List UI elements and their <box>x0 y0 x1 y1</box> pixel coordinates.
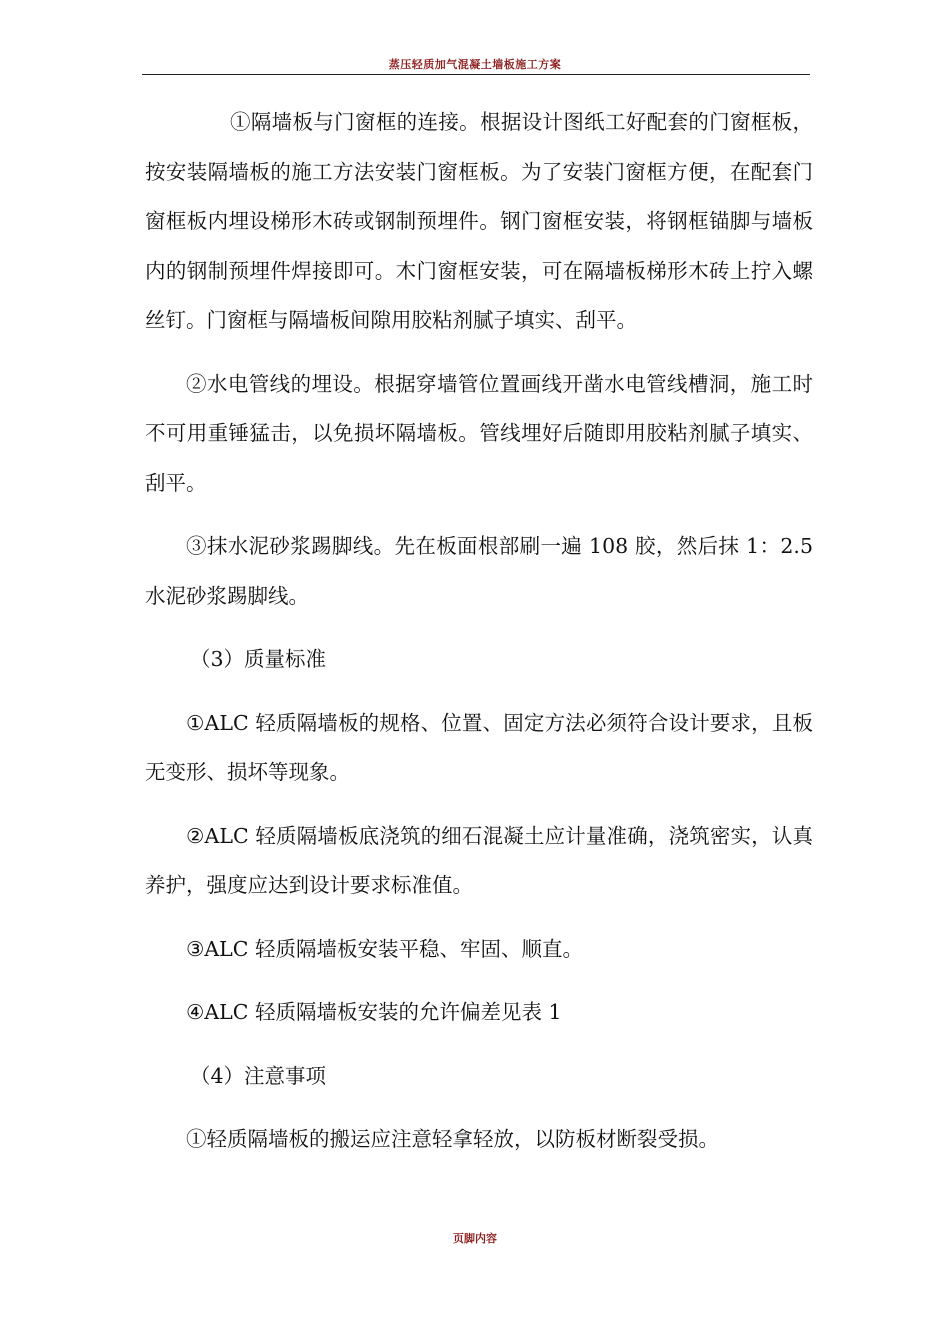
section-heading-quality-standard: （3）质量标准 <box>190 647 327 671</box>
page-header: 蒸压轻质加气混凝土墙板施工方案 <box>388 58 562 71</box>
paragraph-quality-item-3: ③ALC 轻质隔墙板安装平稳、牢固、顺直。 <box>186 936 583 961</box>
section-heading-precautions: （4）注意事项 <box>190 1063 327 1088</box>
paragraph-quality-item-1: ①ALC 轻质隔墙板的规格、位置、固定方法必须符合设计要求，且板无变形、损坏等现象。 <box>145 710 813 784</box>
header-divider <box>142 74 810 75</box>
paragraph-precaution-item-1: ①轻质隔墙板的搬运应注意轻拿轻放，以防板材断裂受损。 <box>186 1127 719 1151</box>
paragraph-skirting-line: ③抹水泥砂浆踢脚线。先在板面根部刷一遍 108 胶，然后抹 1：2.5 水泥砂浆踢脚线。 <box>145 534 813 608</box>
paragraph-door-window-frame: ①隔墙板与门窗框的连接。根据设计图纸工好配套的门窗框板，按安装隔墙板的施工方法安装门窗框板。为了安装门窗框方便，在配套门窗框板内埋设梯形木砖或钢制预埋件。钢门窗框安装，将钢框锚脚与墙板内的钢制预埋件焊接即可。木门窗框安装，可在隔墙板梯形木砖上拧入螺丝钉。门窗框与隔墙板间隙用胶粘剂腻子填实、刮平。 <box>145 110 813 332</box>
paragraph-quality-item-4: ④ALC 轻质隔墙板安装的允许偏差见表 1 <box>186 1000 562 1024</box>
paragraph-quality-item-2: ②ALC 轻质隔墙板底浇筑的细石混凝土应计量准确，浇筑密实，认真养护，强度应达到设计要求标准值。 <box>145 823 813 897</box>
paragraph-utility-pipes: ②水电管线的埋设。根据穿墙管位置画线开凿水电管线槽洞，施工时不可用重锤猛击，以免损坏隔墙板。管线埋好后随即用胶粘剂腻子填实、刮平。 <box>145 371 813 495</box>
document-body <box>145 98 813 1179</box>
page-footer: 页脚内容 <box>453 1232 497 1245</box>
